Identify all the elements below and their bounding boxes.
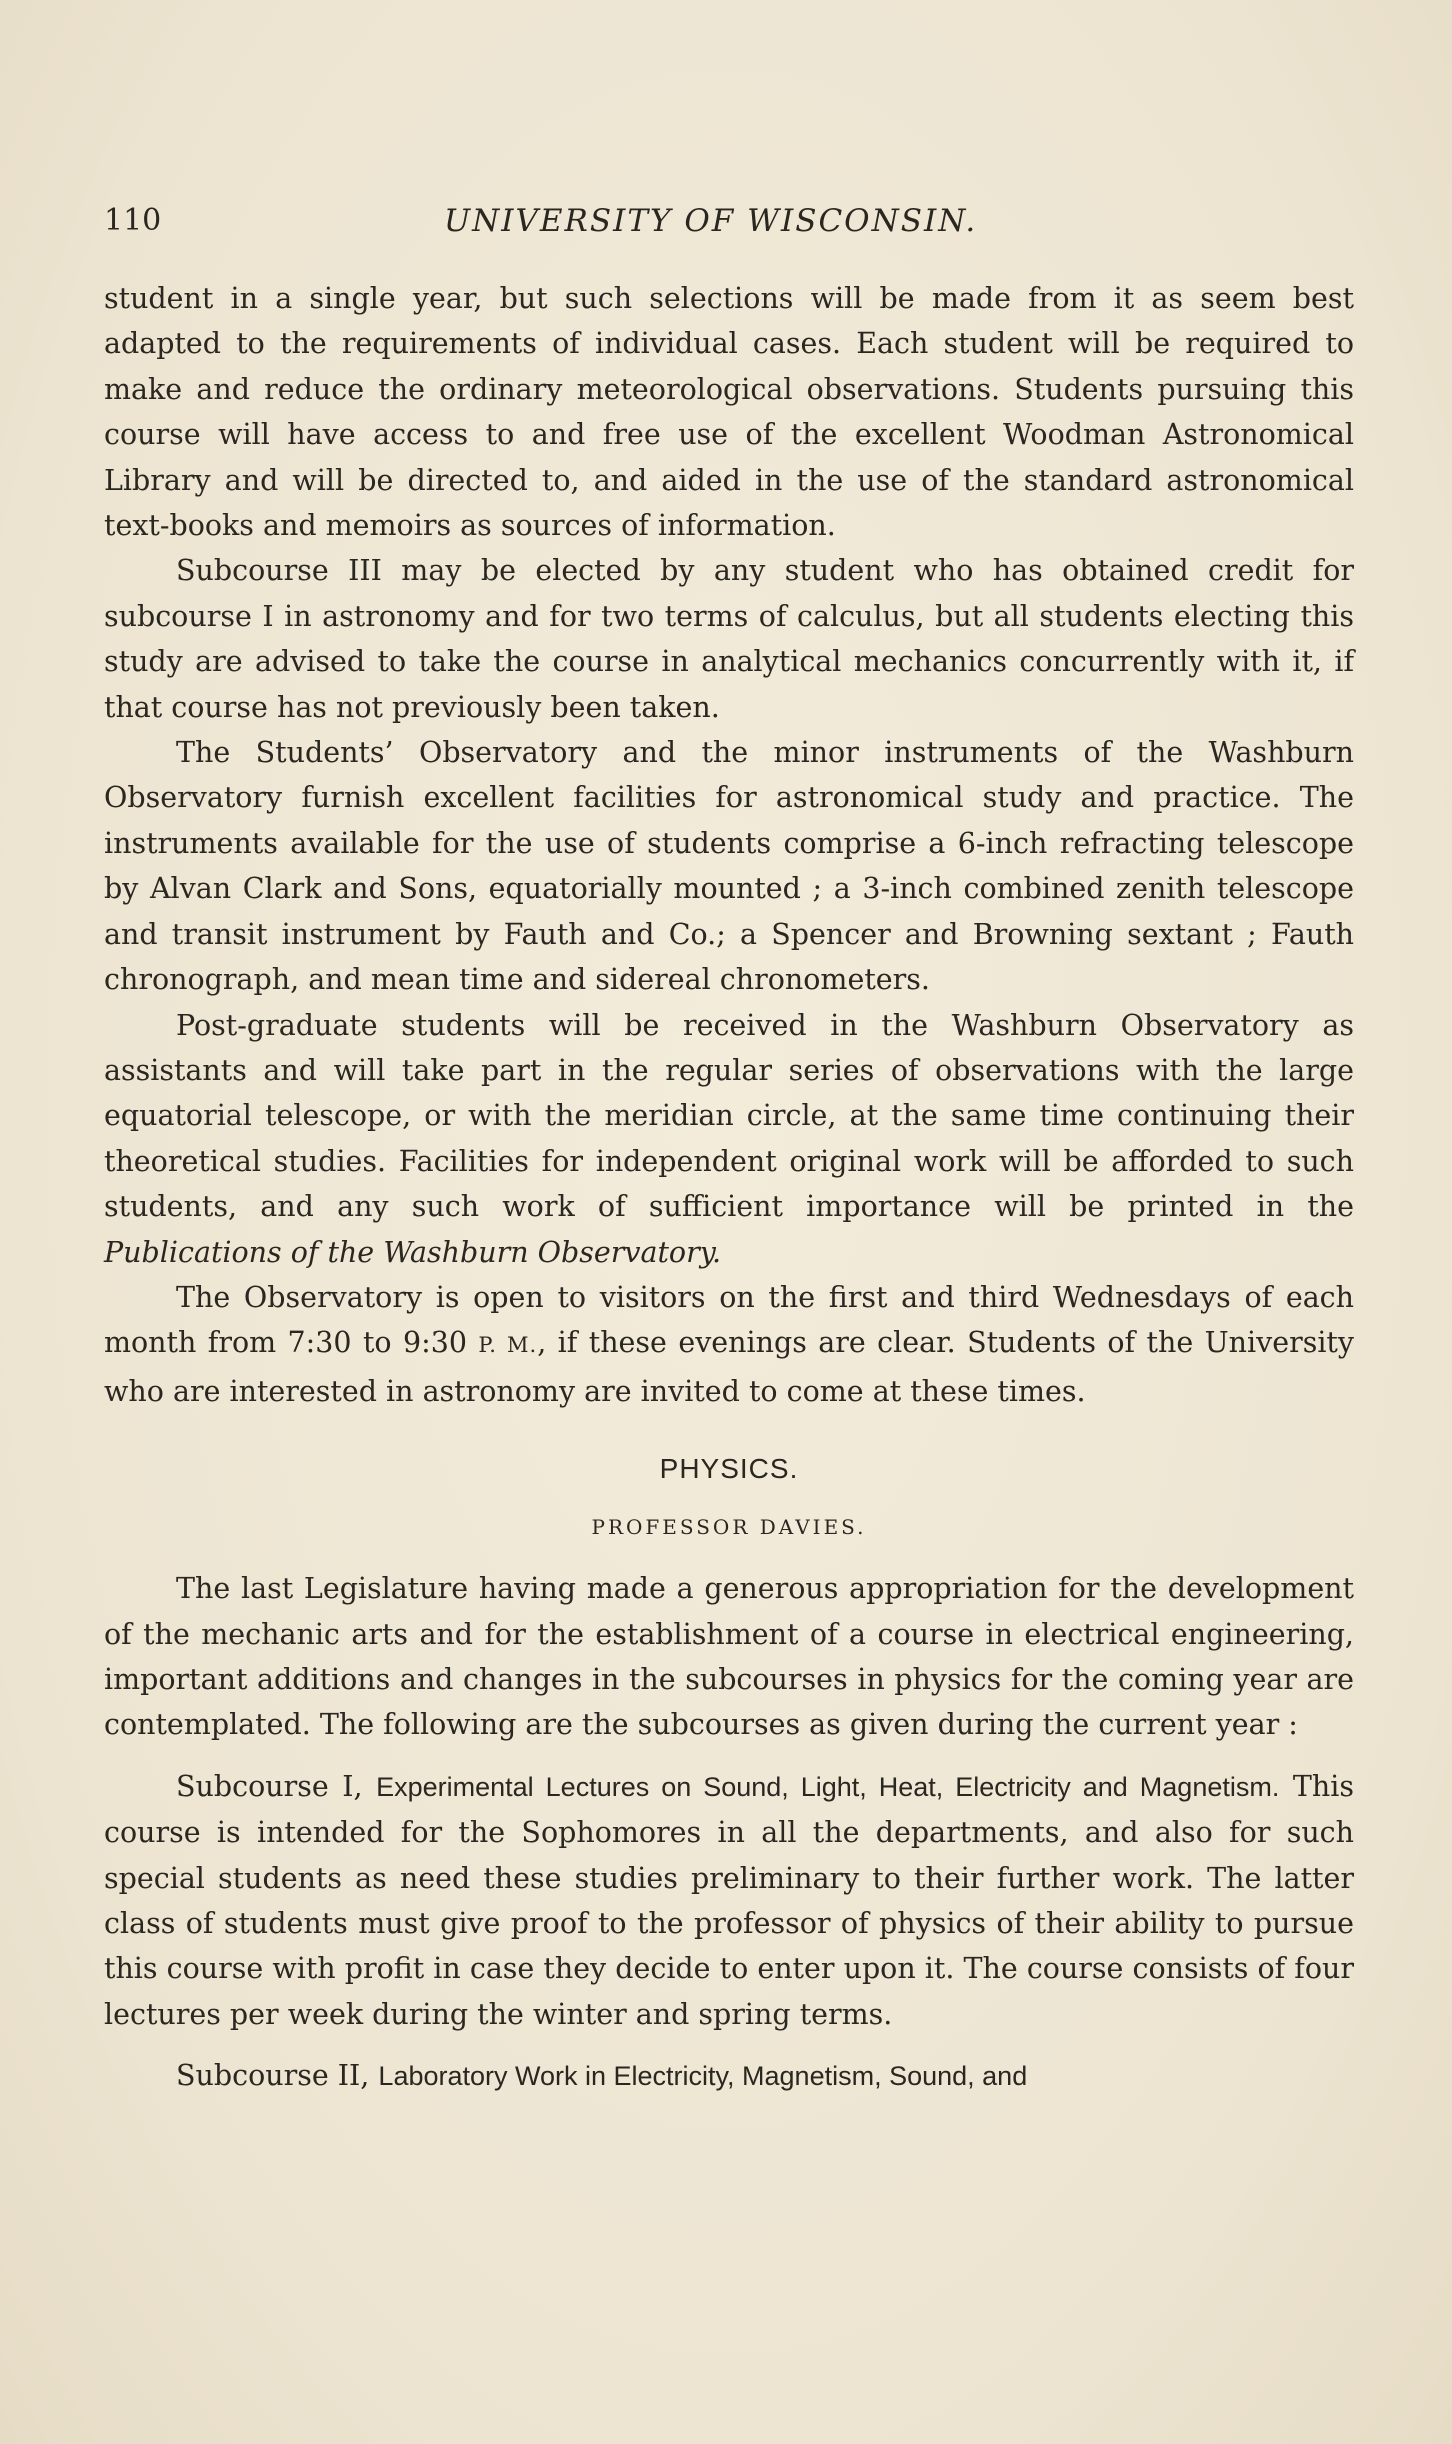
paragraph-post-graduate [104, 1003, 1354, 1275]
publication-title: Publications of the Washburn Observatory. [104, 1235, 722, 1269]
subcourse-i-label: Subcourse I, [176, 1769, 377, 1803]
spacer [104, 2037, 1354, 2053]
paragraph-legislature: The last Legislature having made a generous appropriation for the development of the mechanic arts and for the establishment of a course in electrical engineering, important additions and changes in the subcourses in physics for the coming year are contemplated. The following are the subcourses as given during the current year : [104, 1572, 1354, 1742]
subcourse-ii-title: Laboratory Work in Electricity, Magnetism, Sound, and [378, 2061, 1028, 2092]
subcourse-ii-label: Subcourse II, [176, 2059, 379, 2093]
time-pm: P. M. [478, 1333, 538, 1358]
spacer [104, 1748, 1354, 1764]
paragraph-visitors [104, 1275, 1354, 1414]
running-title: UNIVERSITY OF WISCONSIN. [444, 203, 978, 239]
page-header [104, 196, 1354, 246]
visitors-text-start: The Observatory is open to visitors on the first and third Wednesdays of each month from 7:30 to 9:30 [104, 1280, 1354, 1360]
professor-name: PROFESSOR DAVIES. [591, 1515, 867, 1540]
paragraph-continuation: student in a single year, but such selections will be made from it as seem best adapted to the requirements of individual cases. Each student will be required to make and reduce the ordinary meteorological observations. Students pursuing this course will have access to and free use of the excellent Woodman Astronomical Library and will be directed to, and aided in the use of the standard astronomical text-books and memoirs as sources of information. [104, 282, 1354, 543]
paragraph-subcourse-iii: Subcourse III may be elected by any student who has obtained credit for subcourse I in astronomy and for two terms of calculus, but all students electing this study are advised to take the course in analytical mechanics concurrently with it, if that course has not previously been taken. [104, 554, 1354, 724]
subcourse-i-title: Experimental Lectures on Sound, Light, Heat, Electricity and Magnetism. [376, 1771, 1280, 1802]
body-text [104, 276, 1354, 2100]
post-graduate-text: Post-graduate students will be received in the Washburn Observatory as assistants and will take part in the regular series of observations with the large equatorial telescope, or with the meridian circle, at the same time continuing their theoretical studies. Facilities for independent original work will be afforded to such students, and any such work of sufficient importance will be printed in the [104, 1008, 1354, 1224]
paragraph-subcourse-ii [104, 2053, 1354, 2099]
paragraph-subcourse-i [104, 1764, 1354, 2037]
page-number: 110 [104, 203, 162, 238]
visitors-text-end: , if these evenings are clear. Students of the University who are interested in astronomy are invited to come at these times. [104, 1326, 1354, 1408]
section-heading-physics: PHYSICS. [659, 1453, 799, 1485]
paragraph-observatory-instruments: The Students’ Observatory and the minor instruments of the Washburn Observatory furnish excellent facilities for astronomical study and practice. The instruments available for the use of students comprise a 6-inch refracting telescope by Alvan Clark and Sons, equatorially mounted ; a 3-inch combined zenith telescope and transit instrument by Fauth and Co.; a Spencer and Browning sextant ; Fauth chronograph, and mean time and sidereal chronometers. [104, 736, 1354, 997]
subcourse-i-text: This course is intended for the Sophomores in all the departments, and also for such special students as need these studies preliminary to their further work. The latter class of students must give proof to the professor of physics of their ability to pursue this course with profit in case they decide to enter upon it. The course consists of four lectures per week during the winter and spring terms. [104, 1769, 1354, 2031]
